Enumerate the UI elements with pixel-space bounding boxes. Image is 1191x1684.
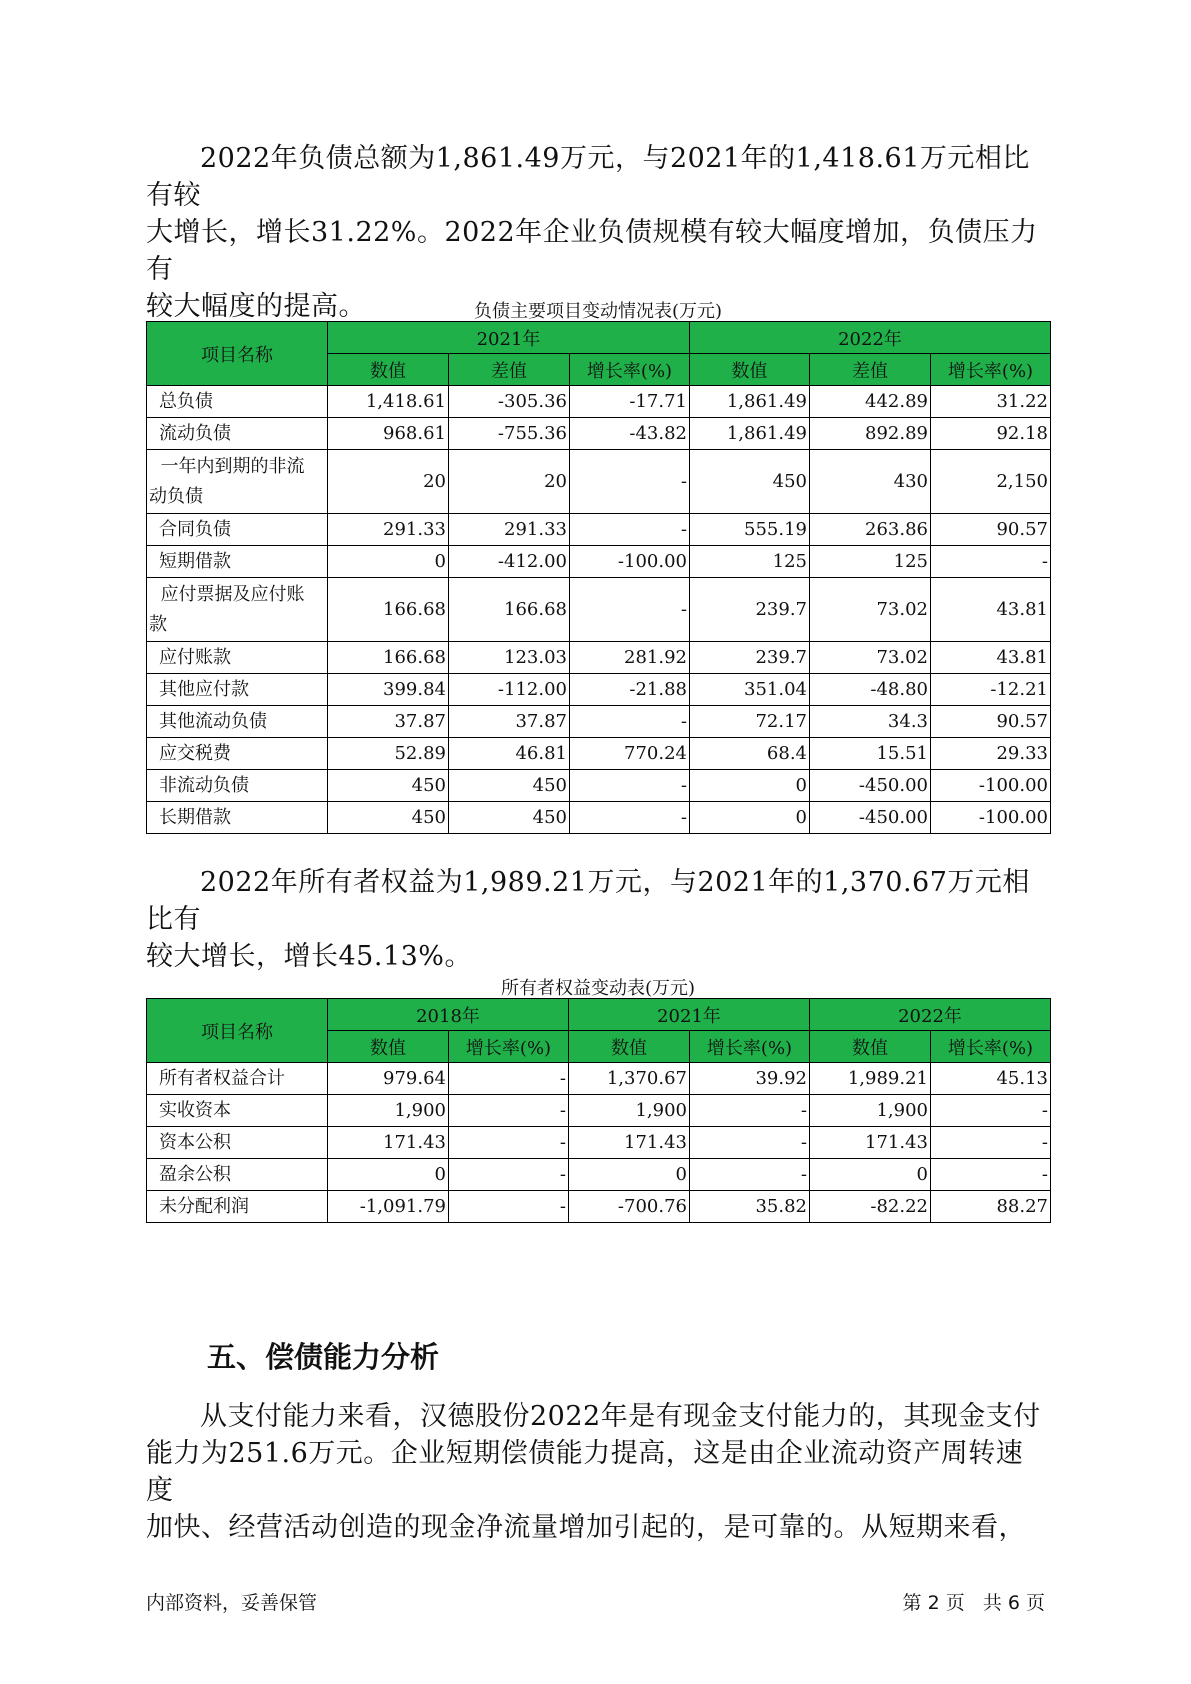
table-row (147, 1095, 1051, 1127)
table-cell: 0 (569, 1159, 690, 1191)
table-cell: - (931, 1159, 1051, 1191)
equity-table (146, 998, 1051, 1223)
table-cell: 73.02 (810, 578, 931, 642)
table-row (147, 770, 1051, 802)
row-label: 资本公积 (147, 1127, 328, 1159)
table-cell: - (449, 1063, 569, 1095)
table-cell: 0 (328, 546, 449, 578)
row-label: 所有者权益合计 (147, 1063, 328, 1095)
table-cell: - (449, 1095, 569, 1127)
table-cell: -48.80 (810, 674, 931, 706)
table-cell: 45.13 (931, 1063, 1051, 1095)
header-growth: 增长率(%) (931, 1031, 1051, 1063)
table-caption-debt: 负债主要项目变动情况表(万元) (473, 301, 723, 322)
header-growth: 增长率(%) (931, 354, 1051, 386)
table-cell: 1,418.61 (328, 386, 449, 418)
table-cell: 15.51 (810, 738, 931, 770)
table-cell: 43.81 (931, 578, 1051, 642)
row-label (147, 578, 328, 642)
table-cell: -100.00 (931, 802, 1051, 834)
section-heading: 五、偿债能力分析 (207, 1340, 440, 1374)
table-cell: -450.00 (810, 770, 931, 802)
table-row (147, 706, 1051, 738)
row-label: 实收资本 (147, 1095, 328, 1127)
table-cell: 90.57 (931, 706, 1051, 738)
table-cell: 2,150 (931, 450, 1051, 514)
table-cell: 166.68 (328, 642, 449, 674)
table-row (147, 738, 1051, 770)
table-cell: 1,989.21 (810, 1063, 931, 1095)
table-cell: - (690, 1095, 810, 1127)
row-label (147, 450, 328, 514)
table-cell: 555.19 (690, 514, 810, 546)
table-cell: - (570, 450, 690, 514)
header-item-name: 项目名称 (147, 999, 328, 1063)
table-cell: -17.71 (570, 386, 690, 418)
table-cell: 92.18 (931, 418, 1051, 450)
table-cell: 1,370.67 (569, 1063, 690, 1095)
header-year-2021: 2021年 (569, 999, 810, 1031)
table-cell: 0 (328, 1159, 449, 1191)
table-cell: 1,900 (328, 1095, 449, 1127)
table-cell: 968.61 (328, 418, 449, 450)
table-cell: 770.24 (570, 738, 690, 770)
table-cell: - (931, 546, 1051, 578)
table-cell: 171.43 (810, 1127, 931, 1159)
table-cell: -21.88 (570, 674, 690, 706)
table-cell: -305.36 (449, 386, 570, 418)
paragraph-debt-summary: 2022年负债总额为1,861.49万元，与2021年的1,418.61万元相比有较 大增长，增长31.22%。2022年企业负债规模有较大幅度增加，负债压力有 较大幅度的提高。 (146, 143, 1038, 322)
table-row (147, 546, 1051, 578)
table-cell: 1,900 (810, 1095, 931, 1127)
table-row (147, 1127, 1051, 1159)
table-cell: 166.68 (328, 578, 449, 642)
header-year-2022: 2022年 (690, 322, 1051, 354)
header-growth: 增长率(%) (570, 354, 690, 386)
header-year-2018: 2018年 (328, 999, 569, 1031)
header-year-2021: 2021年 (328, 322, 690, 354)
table-cell: 291.33 (449, 514, 570, 546)
table-cell: -12.21 (931, 674, 1051, 706)
table-cell: 43.81 (931, 642, 1051, 674)
table-cell: 73.02 (810, 642, 931, 674)
debt-table (146, 321, 1051, 834)
table-cell: 37.87 (449, 706, 570, 738)
row-label: 总负债 (147, 386, 328, 418)
table-row (147, 418, 1051, 450)
table-cell: - (449, 1127, 569, 1159)
table-cell: - (690, 1127, 810, 1159)
row-label: 非流动负债 (147, 770, 328, 802)
header-value: 数值 (328, 1031, 449, 1063)
table-cell: 291.33 (328, 514, 449, 546)
table-cell: - (570, 770, 690, 802)
table-row (147, 802, 1051, 834)
table-cell: 46.81 (449, 738, 570, 770)
table-cell: -100.00 (570, 546, 690, 578)
table-row (147, 450, 1051, 514)
table-cell: 450 (328, 770, 449, 802)
table-cell: 39.92 (690, 1063, 810, 1095)
table-cell: 351.04 (690, 674, 810, 706)
table-cell: 20 (328, 450, 449, 514)
table-cell: - (570, 578, 690, 642)
header-value: 数值 (690, 354, 810, 386)
table-cell: 35.82 (690, 1191, 810, 1223)
table-row (147, 1191, 1051, 1223)
table-cell: 1,861.49 (690, 418, 810, 450)
table-row (147, 674, 1051, 706)
table-cell: 430 (810, 450, 931, 514)
table-cell: -412.00 (449, 546, 570, 578)
table-cell: 171.43 (328, 1127, 449, 1159)
table-cell: 450 (449, 802, 570, 834)
table-cell: - (449, 1191, 569, 1223)
table-row (147, 386, 1051, 418)
table-cell: 123.03 (449, 642, 570, 674)
table-cell: 442.89 (810, 386, 931, 418)
table-cell: - (570, 514, 690, 546)
table-cell: - (570, 706, 690, 738)
table-cell: - (690, 1159, 810, 1191)
row-label: 长期借款 (147, 802, 328, 834)
table-cell: 0 (690, 770, 810, 802)
table-cell: 239.7 (690, 642, 810, 674)
table-cell: 0 (690, 802, 810, 834)
table-cell: 29.33 (931, 738, 1051, 770)
table-cell: - (931, 1127, 1051, 1159)
header-growth: 增长率(%) (449, 1031, 569, 1063)
table-cell: -700.76 (569, 1191, 690, 1223)
table-cell: 20 (449, 450, 570, 514)
row-label: 盈余公积 (147, 1159, 328, 1191)
row-label-line: 款 (149, 613, 167, 635)
table-cell: 239.7 (690, 578, 810, 642)
table-cell: 171.43 (569, 1127, 690, 1159)
header-item-name: 项目名称 (147, 322, 328, 386)
row-label-line: 应付票据及应付账 (160, 583, 305, 605)
table-cell: -112.00 (449, 674, 570, 706)
row-label: 合同负债 (147, 514, 328, 546)
footer-note: 内部资料，妥善保管 (146, 1592, 318, 1614)
table-cell: -82.22 (810, 1191, 931, 1223)
table-cell: 125 (690, 546, 810, 578)
header-value: 数值 (569, 1031, 690, 1063)
page-number: 第 2 页 共 6 页 (902, 1592, 1045, 1614)
table-cell: -755.36 (449, 418, 570, 450)
table-cell: 90.57 (931, 514, 1051, 546)
table-cell: 88.27 (931, 1191, 1051, 1223)
table-cell: - (931, 1095, 1051, 1127)
table-cell: 68.4 (690, 738, 810, 770)
table-cell: -450.00 (810, 802, 931, 834)
table-cell: 979.64 (328, 1063, 449, 1095)
table-cell: 263.86 (810, 514, 931, 546)
table-cell: 31.22 (931, 386, 1051, 418)
row-label: 流动负债 (147, 418, 328, 450)
table-cell: 52.89 (328, 738, 449, 770)
table-cell: 892.89 (810, 418, 931, 450)
row-label-line: 一年内到期的非流 (160, 455, 305, 477)
table-cell: 72.17 (690, 706, 810, 738)
row-label-line: 动负债 (149, 485, 203, 507)
table-cell: 166.68 (449, 578, 570, 642)
table-row (147, 1063, 1051, 1095)
table-cell: 0 (810, 1159, 931, 1191)
table-cell: 450 (690, 450, 810, 514)
table-row (147, 1159, 1051, 1191)
table-cell: 1,900 (569, 1095, 690, 1127)
table-cell: - (449, 1159, 569, 1191)
table-cell: 34.3 (810, 706, 931, 738)
paragraph-equity-summary: 2022年所有者权益为1,989.21万元，与2021年的1,370.67万元相比有 较大增长，增长45.13%。 (146, 867, 1030, 972)
table-cell: -43.82 (570, 418, 690, 450)
row-label: 应付账款 (147, 642, 328, 674)
header-value: 数值 (810, 1031, 931, 1063)
table-row (147, 642, 1051, 674)
row-label: 短期借款 (147, 546, 328, 578)
table-cell: 37.87 (328, 706, 449, 738)
row-label: 未分配利润 (147, 1191, 328, 1223)
header-value: 数值 (328, 354, 449, 386)
header-diff: 差值 (810, 354, 931, 386)
table-cell: -1,091.79 (328, 1191, 449, 1223)
table-cell: 450 (449, 770, 570, 802)
table-row (147, 514, 1051, 546)
table-cell: 281.92 (570, 642, 690, 674)
table-cell: 399.84 (328, 674, 449, 706)
paragraph-solvency: 从支付能力来看，汉德股份2022年是有现金支付能力的，其现金支付 能力为251.6万元。企业短期偿债能力提高，这是由企业流动资产周转速度 加快、经营活动创造的现金净流量增加引起的，是可靠的。从短期来看， (146, 1401, 1041, 1543)
table-cell: 450 (328, 802, 449, 834)
header-year-2022: 2022年 (810, 999, 1051, 1031)
row-label: 应交税费 (147, 738, 328, 770)
table-caption-equity: 所有者权益变动表(万元) (500, 978, 696, 999)
table-row (147, 578, 1051, 642)
row-label: 其他应付款 (147, 674, 328, 706)
row-label: 其他流动负债 (147, 706, 328, 738)
table-cell: 125 (810, 546, 931, 578)
header-diff: 差值 (449, 354, 570, 386)
table-cell: - (570, 802, 690, 834)
header-growth: 增长率(%) (690, 1031, 810, 1063)
table-cell: 1,861.49 (690, 386, 810, 418)
table-cell: -100.00 (931, 770, 1051, 802)
